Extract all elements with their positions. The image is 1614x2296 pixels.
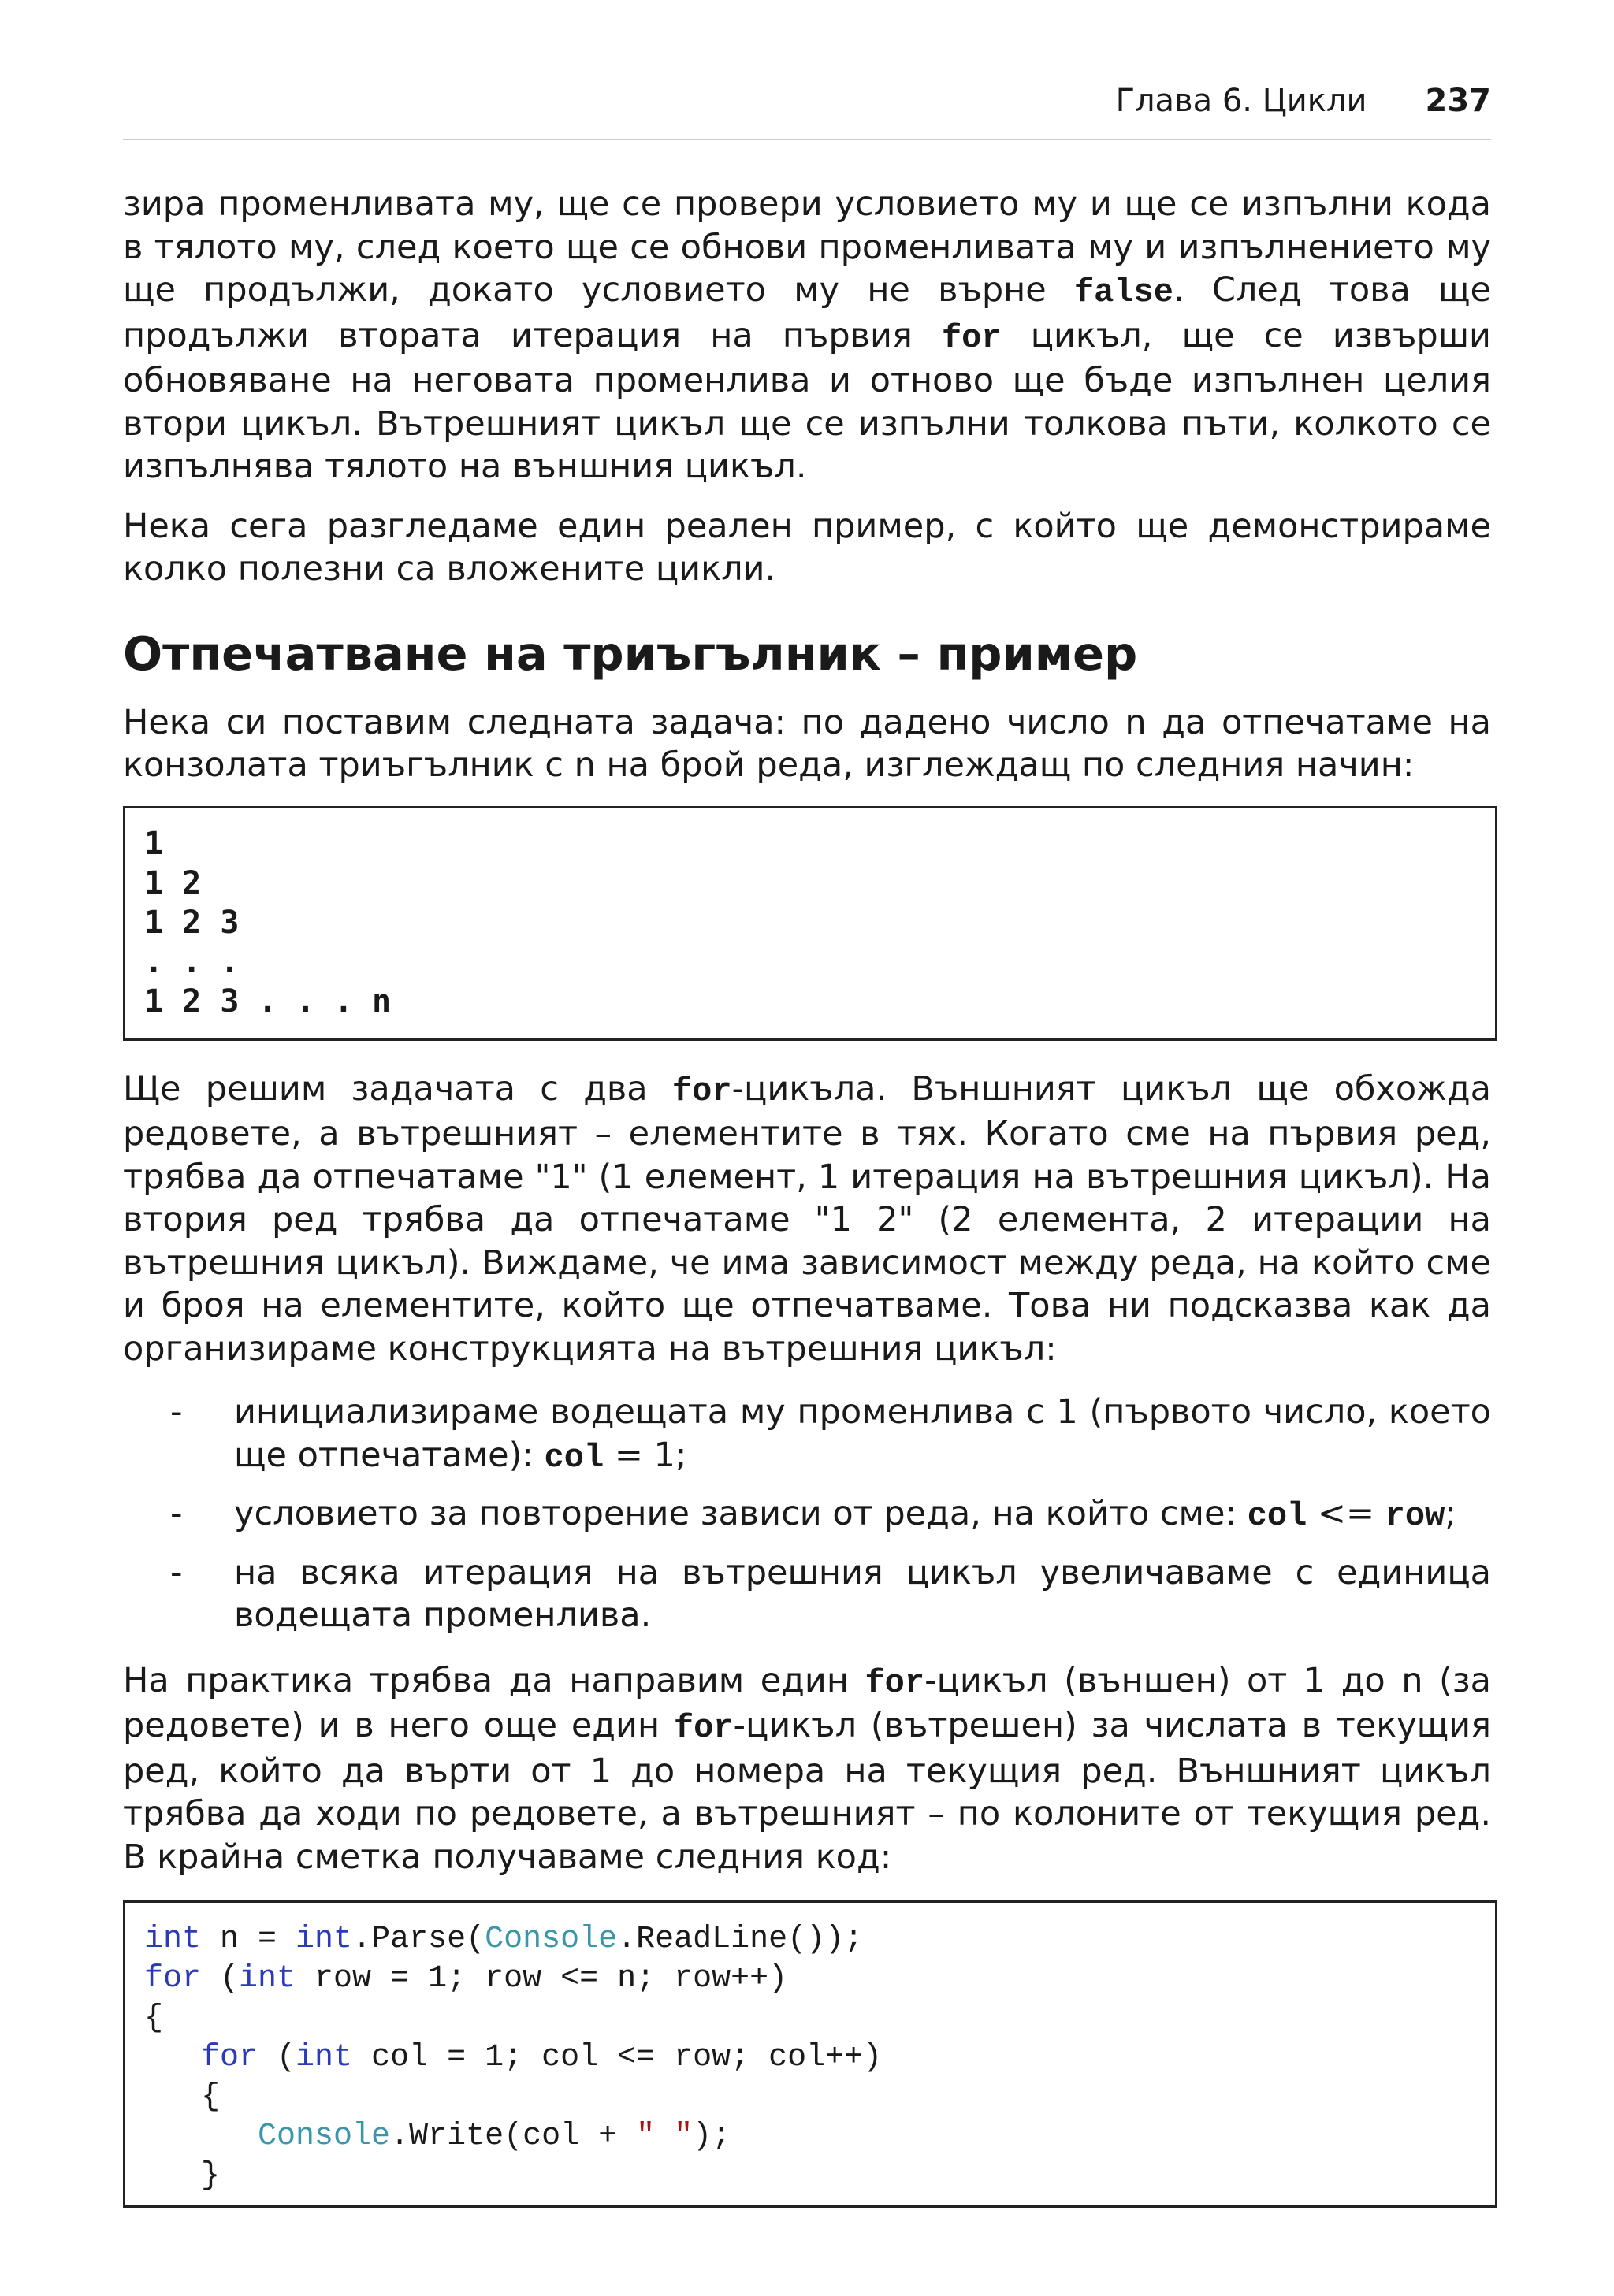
inline-code-for: for [671,1072,732,1110]
page-content [123,183,1491,2208]
chapter-title: Глава 6. Цикли [1115,83,1367,119]
code-line: { [144,2001,164,2036]
code-line: int n = int.Parse(Console.ReadLine()); [144,1922,864,1957]
output-line: 1 2 3 . . . n [144,983,392,1020]
paragraph-loop-continuation: зира променливата му, ще се провери условието му и ще се изпълни кода в тялото му, след което ще се обнови променливата му и изпълнението му ще продължи, докато условието му не върне false. След това ще продължи втората итерация на първия for цикъл, ще се извърши обновяване на неговата променлива и отново ще бъде изпълнен целия втори цикъл. Вътрешният цикъл ще се изпълни толкова пъти, колкото се изпълнява тялото на външния цикъл. [123,184,1492,486]
output-line: . . . [144,943,240,980]
output-line: 1 [144,825,164,862]
inline-code-col: col [1247,1497,1307,1535]
page-header [123,79,1491,123]
inline-code-for: for [941,318,1002,357]
paragraph-practice: На практика трябва да направим един for-цикъл (външен) от 1 до n (за редовете) и в него още един for-цикъл (вътрешен) за числата в текущия ред, който да върти от 1 до номера на текущия ред. Външният цикъл трябва да ходи по редовете, а вътрешният – по колоните от текущия ред. В крайна сметка получаваме следния код: [123,1660,1491,1877]
inline-code-col: col [544,1438,604,1477]
list-item: - инициализираме водещата му променлива с 1 (първото число, което ще отпечатаме): col = 1; [170,1392,1491,1477]
code-listing [123,1900,1497,2208]
code-line: } [144,2158,221,2194]
output-line: 1 2 3 [144,904,240,941]
section-heading: Отпечатване на триъгълник – пример [123,626,1138,681]
code-line: { [144,2079,221,2115]
code-line: for (int col = 1; col <= row; col++) [201,2040,883,2075]
list-dash: - [170,1392,183,1432]
inline-code-false: false [1073,273,1173,311]
paragraph-solution: Ще решим задачата с два for-цикъла. Външният цикъл ще обхожда редовете, а вътрешният – елементите в тях. Когато сме на първия ред, трябва да отпечатаме "1" (1 елемент, 1 итерация на вътрешния цикъл). На втория ред трябва да отпечатаме "1 2" (2 елемента, 2 итерации на вътрешния цикъл). Виждаме, че има зависимост между реда, на който сме и броя на елементите, който ще отпечатваме. Това ни подсказва как да организираме конструкцията на вътрешния цикъл: [123,1068,1491,1369]
code-line: for (int row = 1; row <= n; row++) [144,1961,788,1997]
triangle-output-box [123,806,1497,1041]
list-item: - условието за повторение зависи от реда, на който сме: col <= row; [170,1494,1456,1535]
list-item: - на всяка итерация на вътрешния цикъл увеличаваме с единица водещата променлива. [170,1552,1491,1635]
inline-code-row: row [1385,1497,1445,1535]
page-number: 237 [1425,83,1491,119]
list-dash: - [170,1552,183,1592]
code-line: Console.Write(col + " "); [258,2119,731,2154]
header-divider [123,139,1491,140]
list-dash: - [170,1494,183,1533]
paragraph-task: Нека си поставим следната задача: по дадено число n да отпечатаме на конзолата триъгълник с n на брой реда, изглеждащ по следния начин: [123,702,1491,785]
bullet-list [123,1391,1491,1637]
output-line: 1 2 [144,864,202,901]
inline-code-for: for [673,1709,734,1747]
inline-code-for: for [865,1663,925,1702]
paragraph-intro-example: Нека сега разгледаме един реален пример, с който ще демонстрираме колко полезни са вложените цикли. [123,506,1491,589]
